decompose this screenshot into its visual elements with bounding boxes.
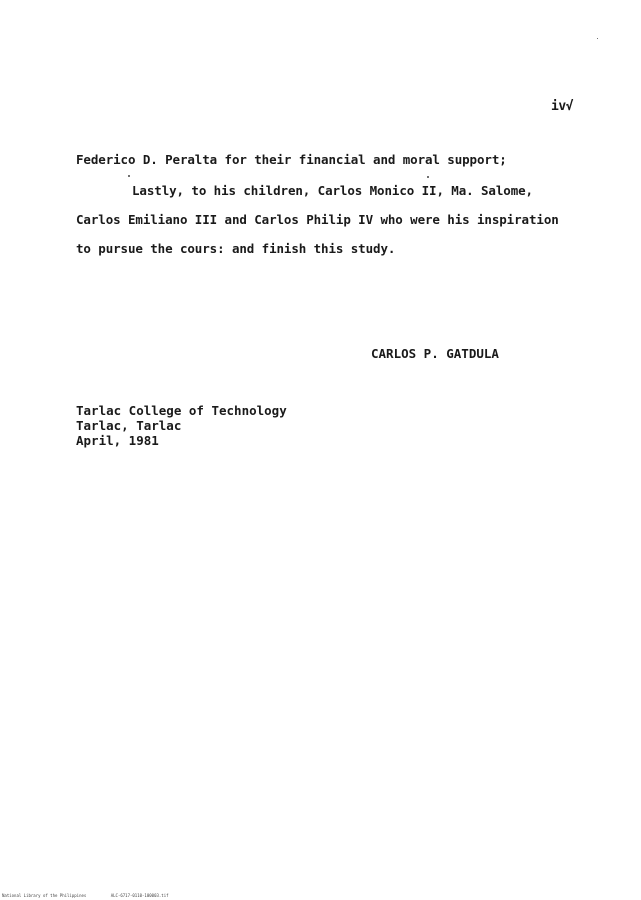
body-line-4: to pursue the cours: and finish this study. [76,241,396,256]
address-block [76,403,287,448]
scan-speck [128,175,130,177]
address-line-institution: Tarlac College of Technology [76,403,287,418]
body-line-2: Lastly, to his children, Carlos Monico II, Ma. Salome, [132,183,533,198]
footer-code: ALC-6717-0110-100003.tif [110,893,169,898]
footer-library: National Library of the Philippines [2,893,87,898]
scan-speck [597,38,598,39]
address-line-city: Tarlac, Tarlac [76,418,182,433]
body-line-3: Carlos Emiliano III and Carlos Philip IV who were his inspiration [76,212,559,227]
address-line-date: April, 1981 [76,433,159,448]
signature-name: CARLOS P. GATDULA [371,346,499,361]
scan-speck [427,176,429,178]
scan-footer [2,893,169,898]
body-line-1: Federico D. Peralta for their financial and moral support; [76,152,507,167]
page-number: iv√ [551,99,573,114]
